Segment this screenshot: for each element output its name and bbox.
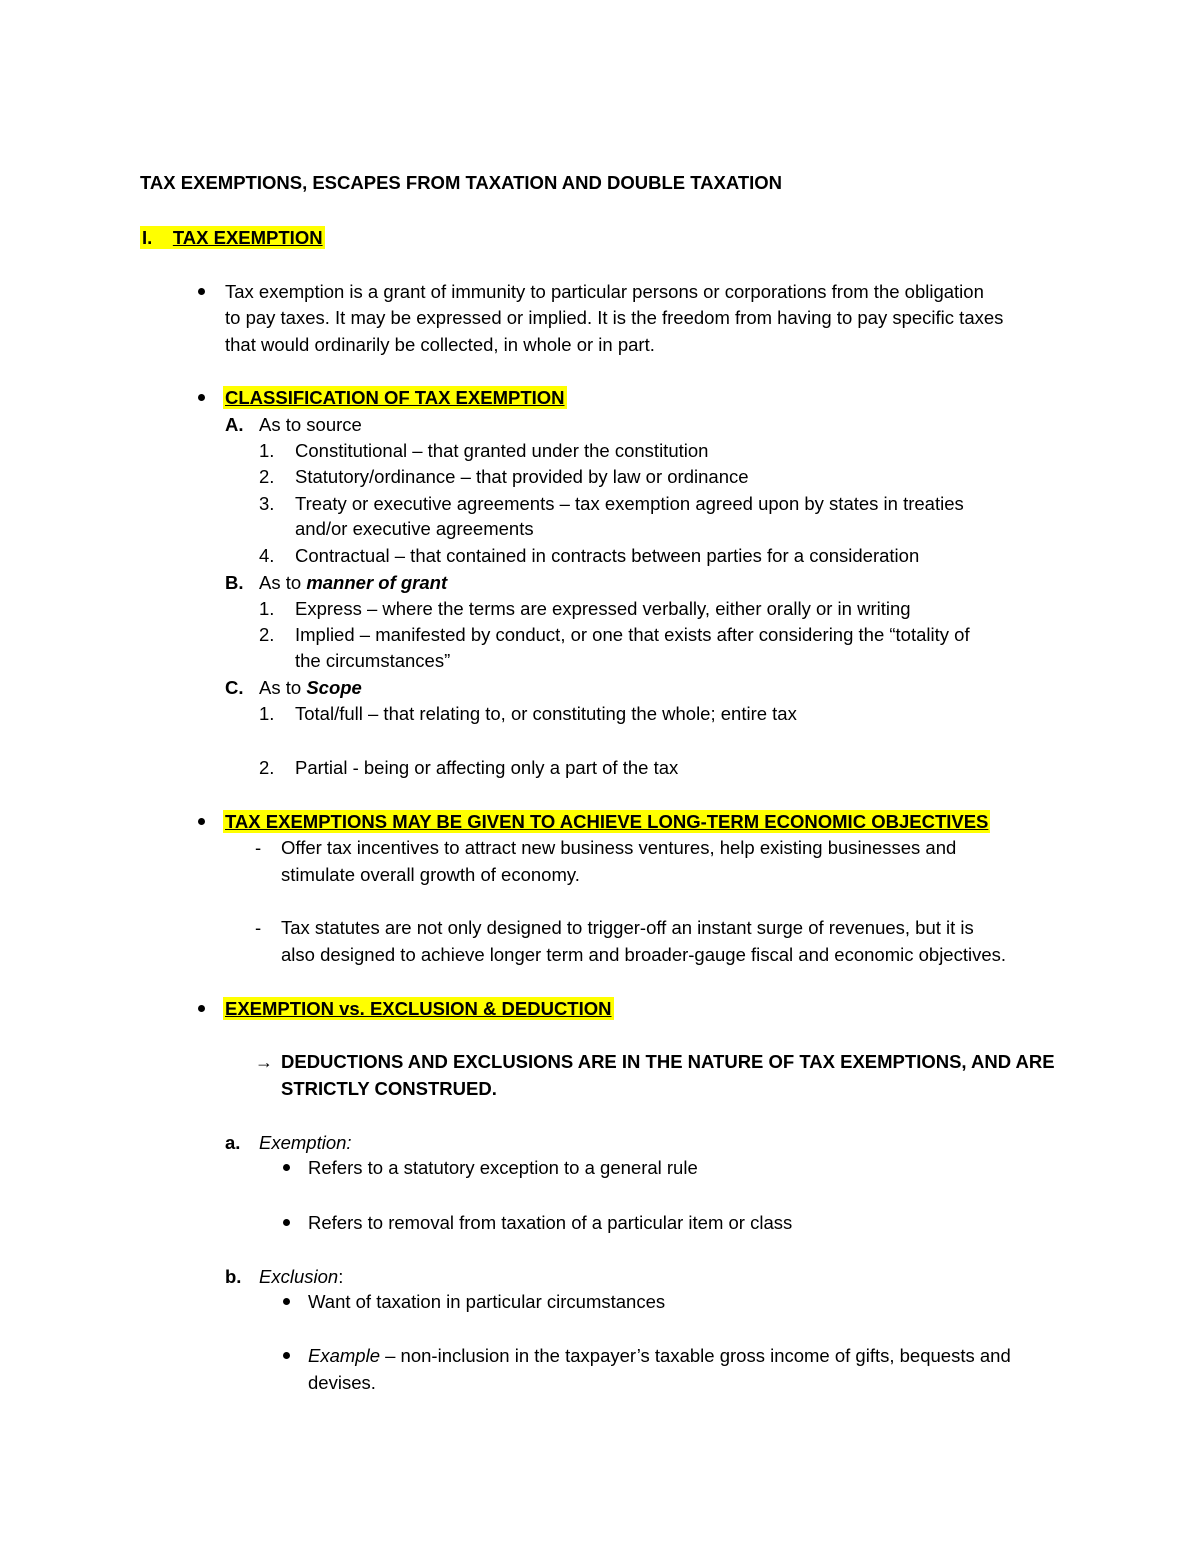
list-marker-a: A. [225, 414, 244, 435]
list-marker-b-lower: b. [225, 1266, 242, 1287]
bullet-dot [198, 1005, 205, 1012]
source-item-constitutional: Constitutional – that granted under the constitution [295, 440, 709, 461]
list-number: 2. [259, 466, 275, 487]
example-emphasis: Example [308, 1345, 380, 1366]
exclusion-label: Exclusion: [259, 1266, 344, 1287]
as-to-scope-label: As to Scope [259, 677, 362, 698]
grant-item-implied-line-2: the circumstances” [295, 650, 451, 671]
dash-marker: - [255, 837, 262, 858]
objectives-point-1-line-2: stimulate overall growth of economy. [281, 864, 580, 885]
list-number: 1. [259, 598, 275, 619]
objectives-point-2-line-1: Tax statutes are not only designed to trigger-off an instant surge of revenues, but it is [281, 917, 974, 938]
source-item-treaty-line-1: Treaty or executive agreements – tax exemption agreed upon by states in treaties [295, 493, 964, 514]
section-heading-tax-exemption [140, 227, 325, 249]
section-heading-highlight [140, 226, 325, 249]
list-number: 2. [259, 757, 275, 778]
bullet-dot [198, 394, 205, 401]
arrow-right-icon: → [255, 1052, 273, 1072]
exclusion-heading: EXEMPTION vs. EXCLUSION & DEDUCTION [225, 998, 612, 1019]
exemption-bullet-1: Refers to a statutory exception to a general rule [308, 1157, 698, 1178]
list-marker-a-lower: a. [225, 1132, 241, 1153]
source-item-contractual: Contractual – that contained in contracts between parties for a consideration [295, 545, 920, 566]
grant-item-implied-line-1: Implied – manifested by conduct, or one that exists after considering the “totality of [295, 624, 970, 645]
scope-item-total: Total/full – that relating to, or constituting the whole; entire tax [295, 703, 797, 724]
dash-marker: - [255, 917, 262, 938]
exclusion-bullet-1: Want of taxation in particular circumstances [308, 1291, 666, 1312]
objectives-point-2-line-2: also designed to achieve longer term and broader-gauge fiscal and economic objectives. [281, 944, 1007, 965]
exclusion-note-line-2: STRICTLY CONSTRUED. [281, 1078, 497, 1099]
exemption-label: Exemption: [259, 1132, 352, 1153]
bullet-dot [283, 1298, 290, 1305]
list-number: 4. [259, 545, 275, 566]
bullet-dot [283, 1352, 290, 1359]
source-item-treaty-line-2: and/or executive agreements [295, 518, 534, 539]
objectives-point-1-line-1: Offer tax incentives to attract new business ventures, help existing businesses and [281, 837, 957, 858]
section-marker: I. [142, 227, 153, 248]
bullet-dot [283, 1219, 290, 1226]
document-title: TAX EXEMPTIONS, ESCAPES FROM TAXATION AND DOUBLE TAXATION [140, 172, 783, 193]
bullet-dot [198, 818, 205, 825]
as-to-source-label: As to source [259, 414, 362, 435]
list-number: 1. [259, 440, 275, 461]
list-marker-b: B. [225, 572, 244, 593]
list-number: 2. [259, 624, 275, 645]
scope-emphasis: Scope [306, 677, 362, 698]
grant-item-express: Express – where the terms are expressed verbally, either orally or in writing [295, 598, 911, 619]
intro-line-1: Tax exemption is a grant of immunity to particular persons or corporations from the obligation [225, 281, 984, 302]
intro-line-2: to pay taxes. It may be expressed or implied. It is the freedom from having to pay specific taxes [225, 307, 1004, 328]
exclusion-note-line-1: DEDUCTIONS AND EXCLUSIONS ARE IN THE NATURE OF TAX EXEMPTIONS, AND ARE [281, 1051, 1055, 1072]
list-marker-c: C. [225, 677, 244, 698]
objectives-heading: TAX EXEMPTIONS MAY BE GIVEN TO ACHIEVE LONG-TERM ECONOMIC OBJECTIVES [225, 811, 989, 832]
list-number: 3. [259, 493, 275, 514]
intro-line-3: that would ordinarily be collected, in whole or in part. [225, 334, 655, 355]
list-number: 1. [259, 703, 275, 724]
scope-item-partial: Partial - being or affecting only a part of the tax [295, 757, 679, 778]
bullet-dot [198, 288, 205, 295]
manner-of-grant-emphasis: manner of grant [306, 572, 448, 593]
exclusion-bullet-2-line-2: devises. [308, 1372, 376, 1393]
exemption-bullet-2: Refers to removal from taxation of a particular item or class [308, 1212, 793, 1233]
as-to-manner-label: As to manner of grant [259, 572, 448, 593]
bullet-dot [283, 1164, 290, 1171]
exclusion-bullet-2-line-1: Example – non-inclusion in the taxpayer’s taxable gross income of gifts, bequests and [308, 1345, 1011, 1366]
source-item-statutory: Statutory/ordinance – that provided by law or ordinance [295, 466, 749, 487]
classification-heading: CLASSIFICATION OF TAX EXEMPTION [225, 387, 565, 408]
section-heading-text: TAX EXEMPTION [172, 227, 323, 248]
